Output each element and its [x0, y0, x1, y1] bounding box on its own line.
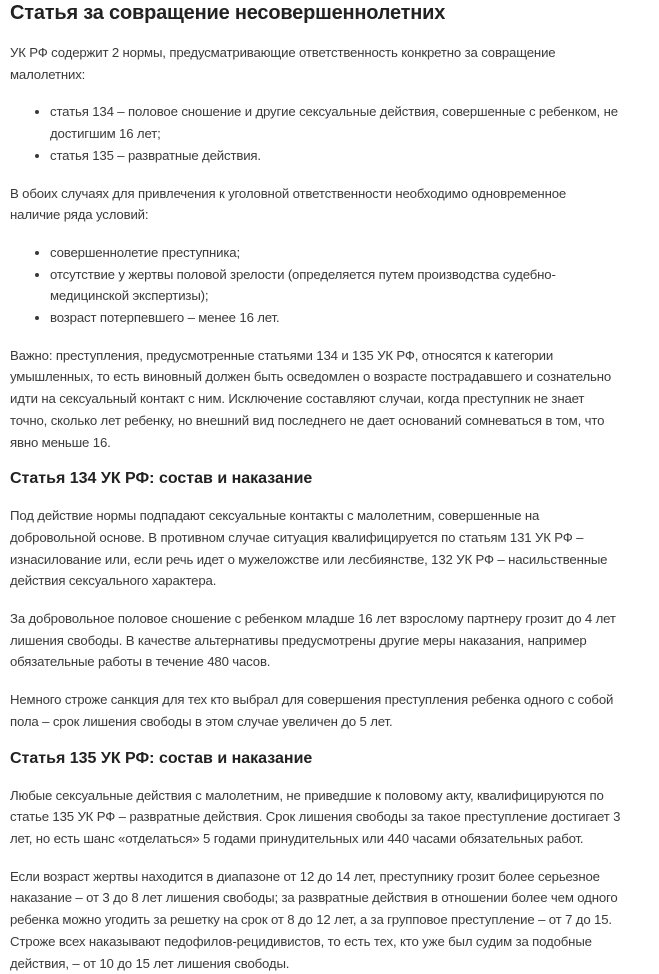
- text-line: лет, но есть шанс «отделаться» 5 годами принудительных или 440 часами обязательных работ.: [10, 828, 659, 850]
- list-item: [50, 307, 659, 329]
- text-line: достигшим 16 лет;: [50, 123, 659, 145]
- text-line: точно, сколько лет ребенку, но внешний вид последнего не дает оснований сомневаться в том, что: [10, 410, 659, 432]
- text-line: действия, – от 10 до 15 лет лишения свободы.: [10, 953, 659, 974]
- text-line: УК РФ содержит 2 нормы, предусматривающие ответственность конкретно за совращение: [10, 42, 659, 64]
- text-line: Любые сексуальные действия с малолетним, не приведшие к половому акту, квалифицируются по: [10, 785, 659, 807]
- text-line: действия сексуального характера.: [10, 570, 659, 592]
- text-line: • статья 134 – половое сношение и другие сексуальные действия, совершенные с ребенком, не: [50, 101, 659, 123]
- list-item: [50, 101, 659, 144]
- paragraph: [10, 505, 659, 592]
- list-item: [50, 242, 659, 264]
- list-item: [50, 264, 659, 307]
- text-line: статье 135 УК РФ – развратные действия. Срок лишения свободы за такое преступление достигает 3: [10, 806, 659, 828]
- text-line: идти на сексуальный контакт с ним. Исключение составляют случаи, когда преступник не знает: [10, 388, 659, 410]
- text-line: изнасилование или, если речь идет о мужеложстве или лесбиянстве, 132 УК РФ – насильственные: [10, 549, 659, 571]
- text-line: лишения свободы. В качестве альтернативы предусмотрены другие меры наказания, например: [10, 630, 659, 652]
- text-line: медицинской экспертизы);: [50, 285, 659, 307]
- text-line: умышленных, то есть виновный должен быть осведомлен о возрасте пострадавшего и сознательно: [10, 366, 659, 388]
- section-heading: Статья 134 УК РФ: состав и наказание: [10, 469, 659, 489]
- paragraph: [10, 866, 659, 974]
- text-line: малолетних:: [10, 64, 659, 86]
- text-line: Под действие нормы подпадают сексуальные контакты с малолетним, совершенные на: [10, 505, 659, 527]
- text-line: добровольной основе. В противном случае ситуация квалифицируется по статьям 131 УК РФ –: [10, 527, 659, 549]
- text-line: • совершеннолетие преступника;: [50, 242, 659, 264]
- text-line: Важно: преступления, предусмотренные статьями 134 и 135 УК РФ, относятся к категории: [10, 345, 659, 367]
- text-line: Если возраст жертвы находится в диапазоне от 12 до 14 лет, преступнику грозит более серьезное: [10, 866, 659, 888]
- text-line: Строже всех наказывают педофилов-рецидивистов, то есть тех, кто уже был судим за подобные: [10, 931, 659, 953]
- text-line: наказание – от 3 до 8 лет лишения свободы; за развратные действия в отношении более чем одного: [10, 887, 659, 909]
- bullet-list: [10, 242, 659, 329]
- text-line: За добровольное половое сношение с ребенком младше 16 лет взрослому партнеру грозит до 4 лет: [10, 608, 659, 630]
- text-line: Немного строже санкция для тех кто выбрал для совершения преступления ребенка одного с собой: [10, 689, 659, 711]
- text-line: • отсутствие у жертвы половой зрелости (определяется путем производства судебно-: [50, 264, 659, 286]
- text-line: • возраст потерпевшего – менее 16 лет.: [50, 307, 659, 329]
- text-line: ребенка можно угодить за решетку на срок от 8 до 12 лет, а за групповое преступление – от 7 до 15.: [10, 909, 659, 931]
- paragraph: [10, 785, 659, 850]
- text-line: наличие ряда условий:: [10, 204, 659, 226]
- text-line: В обоих случаях для привлечения к уголовной ответственности необходимо одновременное: [10, 183, 659, 205]
- text-line: обязательные работы в течение 480 часов.: [10, 651, 659, 673]
- article-body: [10, 42, 659, 974]
- page-title: Статья за совращение несовершеннолетних: [10, 2, 659, 24]
- paragraph: [10, 689, 659, 732]
- text-line: • статья 135 – развратные действия.: [50, 145, 659, 167]
- text-line: явно меньше 16.: [10, 432, 659, 454]
- list-item: [50, 145, 659, 167]
- paragraph: [10, 183, 659, 226]
- paragraph: [10, 345, 659, 454]
- paragraph: [10, 608, 659, 673]
- paragraph: [10, 42, 659, 85]
- section-heading: Статья 135 УК РФ: состав и наказание: [10, 749, 659, 769]
- text-line: пола – срок лишения свободы в этом случае увеличен до 5 лет.: [10, 711, 659, 733]
- bullet-list: [10, 101, 659, 166]
